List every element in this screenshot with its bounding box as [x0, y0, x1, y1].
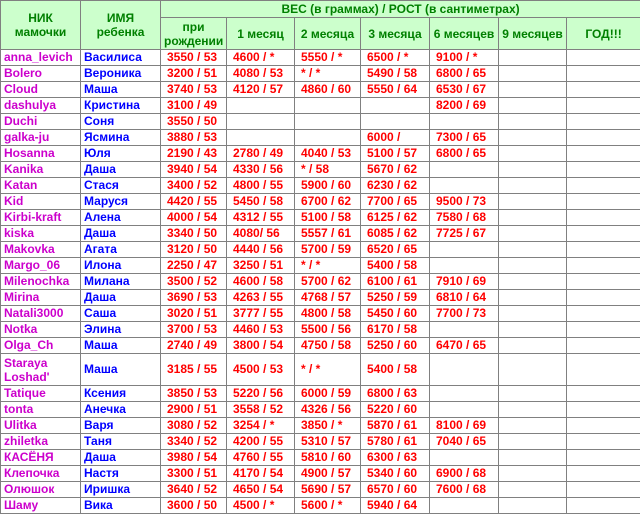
- measure-cell: [499, 114, 567, 130]
- measure-cell: [499, 82, 567, 98]
- measure-cell: 7725 / 67: [430, 226, 499, 242]
- measure-cell: [499, 146, 567, 162]
- child-cell: Юля: [81, 146, 161, 162]
- table-row: [1, 290, 640, 306]
- measure-cell: [567, 290, 640, 306]
- child-cell: Алена: [81, 210, 161, 226]
- measure-cell: [430, 242, 499, 258]
- table-row: [1, 98, 640, 114]
- measure-cell: 2250 / 47: [161, 258, 227, 274]
- measure-cell: 2740 / 49: [161, 338, 227, 354]
- measure-cell: [430, 498, 499, 514]
- table-row: [1, 322, 640, 338]
- nick-cell: Клепочка: [1, 466, 81, 482]
- measure-cell: 4040 / 53: [295, 146, 361, 162]
- measure-cell: 5940 / 64: [361, 498, 430, 514]
- measure-cell: [499, 402, 567, 418]
- measure-cell: 6125 / 62: [361, 210, 430, 226]
- child-cell: Даша: [81, 162, 161, 178]
- measure-cell: 9500 / 73: [430, 194, 499, 210]
- measure-cell: [430, 322, 499, 338]
- measure-cell: 6300 / 63: [361, 450, 430, 466]
- measure-cell: [567, 402, 640, 418]
- measure-cell: 5670 / 62: [361, 162, 430, 178]
- nick-cell: Bolero: [1, 66, 81, 82]
- measure-cell: [499, 178, 567, 194]
- measure-cell: [499, 210, 567, 226]
- header-period: 3 месяца: [361, 18, 430, 50]
- table-row: [1, 498, 640, 514]
- measure-cell: 5450 / 58: [227, 194, 295, 210]
- measure-cell: 3850 / *: [295, 418, 361, 434]
- measure-cell: [499, 242, 567, 258]
- child-cell: Маша: [81, 354, 161, 386]
- measure-cell: 6800 / 63: [361, 386, 430, 402]
- measure-cell: 3100 / 49: [161, 98, 227, 114]
- measure-cell: 4500 / 53: [227, 354, 295, 386]
- measure-cell: 4750 / 58: [295, 338, 361, 354]
- measure-cell: 3940 / 54: [161, 162, 227, 178]
- header-period: 6 месяцев: [430, 18, 499, 50]
- measure-cell: [567, 194, 640, 210]
- nick-cell: Олюшок: [1, 482, 81, 498]
- table-row: [1, 354, 640, 386]
- measure-cell: [499, 194, 567, 210]
- nick-cell: Шаму: [1, 498, 81, 514]
- measure-cell: [430, 178, 499, 194]
- measure-cell: [499, 50, 567, 66]
- child-cell: Даша: [81, 290, 161, 306]
- child-cell: Маша: [81, 82, 161, 98]
- measure-cell: [499, 66, 567, 82]
- measure-cell: [567, 306, 640, 322]
- table-row: [1, 434, 640, 450]
- measure-cell: [499, 498, 567, 514]
- child-cell: Даша: [81, 226, 161, 242]
- measure-cell: [567, 98, 640, 114]
- nick-cell: Duchi: [1, 114, 81, 130]
- measure-cell: 3340 / 50: [161, 226, 227, 242]
- measure-cell: [567, 418, 640, 434]
- measure-cell: 3500 / 52: [161, 274, 227, 290]
- measure-cell: [567, 242, 640, 258]
- measure-cell: 3340 / 52: [161, 434, 227, 450]
- measure-cell: 3800 / 54: [227, 338, 295, 354]
- measure-cell: [430, 386, 499, 402]
- measure-cell: 7700 / 73: [430, 306, 499, 322]
- measure-cell: [227, 114, 295, 130]
- child-cell: Ксения: [81, 386, 161, 402]
- measure-cell: [567, 386, 640, 402]
- measure-cell: 4330 / 56: [227, 162, 295, 178]
- measure-cell: 4900 / 57: [295, 466, 361, 482]
- nick-cell: Olga_Ch: [1, 338, 81, 354]
- measure-cell: [567, 466, 640, 482]
- measure-cell: 6470 / 65: [430, 338, 499, 354]
- child-cell: Таня: [81, 434, 161, 450]
- measure-cell: 7700 / 65: [361, 194, 430, 210]
- measure-cell: [430, 450, 499, 466]
- measure-cell: 5100 / 58: [295, 210, 361, 226]
- measure-cell: [567, 498, 640, 514]
- measure-cell: 4326 / 56: [295, 402, 361, 418]
- child-cell: Вика: [81, 498, 161, 514]
- measure-cell: 5780 / 61: [361, 434, 430, 450]
- nick-cell: Milenochka: [1, 274, 81, 290]
- measure-cell: 5700 / 59: [295, 242, 361, 258]
- child-cell: Маруся: [81, 194, 161, 210]
- measure-cell: 3200 / 51: [161, 66, 227, 82]
- nick-cell: Staraya Loshad': [1, 354, 81, 386]
- measure-cell: 4650 / 54: [227, 482, 295, 498]
- measure-cell: 8100 / 69: [430, 418, 499, 434]
- measure-cell: [567, 178, 640, 194]
- measure-cell: [430, 402, 499, 418]
- measure-cell: 5250 / 60: [361, 338, 430, 354]
- measure-cell: [567, 274, 640, 290]
- measure-cell: 5220 / 56: [227, 386, 295, 402]
- measure-cell: [567, 130, 640, 146]
- measure-cell: 5810 / 60: [295, 450, 361, 466]
- table-row: [1, 258, 640, 274]
- table-row: [1, 226, 640, 242]
- measure-cell: 6230 / 62: [361, 178, 430, 194]
- measure-cell: 4460 / 53: [227, 322, 295, 338]
- header-period: при рождении: [161, 18, 227, 50]
- header-period: 2 месяца: [295, 18, 361, 50]
- measure-cell: 6000 /: [361, 130, 430, 146]
- measure-cell: 4500 / *: [227, 498, 295, 514]
- header-period: ГОД!!!: [567, 18, 640, 50]
- measure-cell: * / *: [295, 354, 361, 386]
- measure-cell: [499, 434, 567, 450]
- measure-cell: 4600 / 58: [227, 274, 295, 290]
- measure-cell: 6100 / 61: [361, 274, 430, 290]
- measure-cell: 3640 / 52: [161, 482, 227, 498]
- child-cell: Илона: [81, 258, 161, 274]
- measure-cell: [567, 338, 640, 354]
- header-child: ИМЯ ребенка: [81, 1, 161, 50]
- measure-cell: [295, 98, 361, 114]
- nick-cell: Cloud: [1, 82, 81, 98]
- measure-cell: [567, 450, 640, 466]
- measure-cell: 6170 / 58: [361, 322, 430, 338]
- child-cell: Анечка: [81, 402, 161, 418]
- measure-cell: [567, 162, 640, 178]
- table-row: [1, 66, 640, 82]
- table-row: [1, 450, 640, 466]
- measure-cell: 6520 / 65: [361, 242, 430, 258]
- measure-cell: [430, 354, 499, 386]
- measure-cell: [430, 162, 499, 178]
- measure-cell: 4080 / 53: [227, 66, 295, 82]
- measure-cell: 6800 / 65: [430, 66, 499, 82]
- nick-cell: Kirbi-kraft: [1, 210, 81, 226]
- nick-cell: zhiletka: [1, 434, 81, 450]
- measure-cell: 5557 / 61: [295, 226, 361, 242]
- measure-cell: 4000 / 54: [161, 210, 227, 226]
- measure-cell: [499, 354, 567, 386]
- measure-cell: [567, 434, 640, 450]
- measure-cell: 6085 / 62: [361, 226, 430, 242]
- nick-cell: galka-ju: [1, 130, 81, 146]
- measure-cell: 3600 / 50: [161, 498, 227, 514]
- child-cell: Агата: [81, 242, 161, 258]
- header-nick: НИК мамочки: [1, 1, 81, 50]
- measure-cell: 5400 / 58: [361, 258, 430, 274]
- measure-cell: [430, 258, 499, 274]
- measure-cell: 6810 / 64: [430, 290, 499, 306]
- measure-cell: [567, 258, 640, 274]
- measure-cell: [567, 322, 640, 338]
- header-period: 9 месяцев: [499, 18, 567, 50]
- measure-cell: [295, 130, 361, 146]
- measure-cell: 6000 / 59: [295, 386, 361, 402]
- measure-cell: 6530 / 67: [430, 82, 499, 98]
- measure-cell: 2900 / 51: [161, 402, 227, 418]
- measure-cell: [295, 114, 361, 130]
- table-row: [1, 338, 640, 354]
- measure-cell: 4420 / 55: [161, 194, 227, 210]
- measure-cell: 4760 / 55: [227, 450, 295, 466]
- measure-cell: 7300 / 65: [430, 130, 499, 146]
- nick-cell: Tatique: [1, 386, 81, 402]
- measure-cell: 6800 / 65: [430, 146, 499, 162]
- table-row: [1, 418, 640, 434]
- measure-cell: [499, 338, 567, 354]
- measure-cell: 4860 / 60: [295, 82, 361, 98]
- table-row: [1, 386, 640, 402]
- table-row: [1, 114, 640, 130]
- measure-cell: 4080/ 56: [227, 226, 295, 242]
- measure-cell: 4800 / 58: [295, 306, 361, 322]
- child-cell: Василиса: [81, 50, 161, 66]
- measure-cell: 4600 / *: [227, 50, 295, 66]
- measure-cell: [567, 82, 640, 98]
- measure-cell: 5310 / 57: [295, 434, 361, 450]
- measure-cell: 5550 / *: [295, 50, 361, 66]
- nick-cell: Ulitka: [1, 418, 81, 434]
- measure-cell: 3980 / 54: [161, 450, 227, 466]
- measure-cell: 8200 / 69: [430, 98, 499, 114]
- measure-cell: 3185 / 55: [161, 354, 227, 386]
- nick-cell: Kid: [1, 194, 81, 210]
- measure-cell: 5500 / 56: [295, 322, 361, 338]
- measure-cell: 9100 / *: [430, 50, 499, 66]
- measure-cell: [567, 146, 640, 162]
- nick-cell: dashulya: [1, 98, 81, 114]
- measure-cell: 3550 / 53: [161, 50, 227, 66]
- measure-cell: 3080 / 52: [161, 418, 227, 434]
- measure-cell: [430, 114, 499, 130]
- measure-cell: 3400 / 52: [161, 178, 227, 194]
- measure-cell: 3254 / *: [227, 418, 295, 434]
- measure-cell: * / *: [295, 258, 361, 274]
- measure-cell: 4200 / 55: [227, 434, 295, 450]
- nick-cell: Makovka: [1, 242, 81, 258]
- measure-cell: 3700 / 53: [161, 322, 227, 338]
- measure-cell: * / 58: [295, 162, 361, 178]
- measure-cell: [499, 130, 567, 146]
- measure-cell: 4440 / 56: [227, 242, 295, 258]
- child-cell: Ясмина: [81, 130, 161, 146]
- table-row: [1, 162, 640, 178]
- measure-cell: 2190 / 43: [161, 146, 227, 162]
- table-row: [1, 178, 640, 194]
- measure-cell: 5700 / 62: [295, 274, 361, 290]
- measure-cell: 5250 / 59: [361, 290, 430, 306]
- measure-cell: 4120 / 57: [227, 82, 295, 98]
- header-group: ВЕС (в граммах) / РОСТ (в сантиметрах): [161, 1, 640, 18]
- table-row: [1, 482, 640, 498]
- measure-cell: 4263 / 55: [227, 290, 295, 306]
- nick-cell: Mirina: [1, 290, 81, 306]
- measure-cell: [567, 66, 640, 82]
- measure-cell: [227, 130, 295, 146]
- table-row: [1, 466, 640, 482]
- measure-cell: 3300 / 51: [161, 466, 227, 482]
- measure-cell: 5340 / 60: [361, 466, 430, 482]
- measure-cell: 3740 / 53: [161, 82, 227, 98]
- measure-cell: 5450 / 60: [361, 306, 430, 322]
- measure-cell: [499, 482, 567, 498]
- table-row: [1, 402, 640, 418]
- header-period: 1 месяц: [227, 18, 295, 50]
- measure-cell: [499, 306, 567, 322]
- measure-cell: [567, 354, 640, 386]
- measure-cell: 4170 / 54: [227, 466, 295, 482]
- child-cell: Саша: [81, 306, 161, 322]
- measure-cell: * / *: [295, 66, 361, 82]
- measure-cell: 3850 / 53: [161, 386, 227, 402]
- measure-cell: 6700 / 62: [295, 194, 361, 210]
- child-cell: Кристина: [81, 98, 161, 114]
- measure-cell: [567, 482, 640, 498]
- measure-cell: 4312 / 55: [227, 210, 295, 226]
- measure-cell: 4768 / 57: [295, 290, 361, 306]
- measure-cell: 6570 / 60: [361, 482, 430, 498]
- measure-cell: 5900 / 60: [295, 178, 361, 194]
- nick-cell: КАСЁНЯ: [1, 450, 81, 466]
- measure-cell: 5550 / 64: [361, 82, 430, 98]
- nick-cell: Natali3000: [1, 306, 81, 322]
- measure-cell: [567, 50, 640, 66]
- measure-cell: 3020 / 51: [161, 306, 227, 322]
- measure-cell: [499, 274, 567, 290]
- nick-cell: Hosanna: [1, 146, 81, 162]
- table-row: [1, 130, 640, 146]
- child-cell: Соня: [81, 114, 161, 130]
- measure-cell: [499, 466, 567, 482]
- measure-cell: [361, 114, 430, 130]
- table-row: [1, 210, 640, 226]
- measure-cell: 5870 / 61: [361, 418, 430, 434]
- measure-cell: 5400 / 58: [361, 354, 430, 386]
- measure-cell: [567, 210, 640, 226]
- measure-cell: 6500 / *: [361, 50, 430, 66]
- measure-cell: 7040 / 65: [430, 434, 499, 450]
- nick-cell: anna_levich: [1, 50, 81, 66]
- child-cell: Милана: [81, 274, 161, 290]
- measure-cell: [499, 418, 567, 434]
- measure-cell: 2780 / 49: [227, 146, 295, 162]
- table-row: [1, 242, 640, 258]
- table-row: [1, 82, 640, 98]
- measure-cell: [567, 226, 640, 242]
- nick-cell: Notka: [1, 322, 81, 338]
- measure-cell: 3120 / 50: [161, 242, 227, 258]
- table-row: [1, 274, 640, 290]
- table-row: [1, 306, 640, 322]
- child-cell: Настя: [81, 466, 161, 482]
- measure-cell: 3250 / 51: [227, 258, 295, 274]
- table-row: [1, 146, 640, 162]
- child-cell: Даша: [81, 450, 161, 466]
- table-row: [1, 194, 640, 210]
- table-row: [1, 50, 640, 66]
- measure-cell: [499, 386, 567, 402]
- measure-cell: [499, 162, 567, 178]
- child-cell: Маша: [81, 338, 161, 354]
- measure-cell: 7910 / 69: [430, 274, 499, 290]
- measure-cell: [227, 98, 295, 114]
- measure-cell: 5490 / 58: [361, 66, 430, 82]
- child-cell: Элина: [81, 322, 161, 338]
- nick-cell: kiska: [1, 226, 81, 242]
- measure-cell: [499, 322, 567, 338]
- measure-cell: 5220 / 60: [361, 402, 430, 418]
- measure-cell: [499, 98, 567, 114]
- measure-cell: [361, 98, 430, 114]
- measure-cell: [499, 450, 567, 466]
- child-cell: Иришка: [81, 482, 161, 498]
- child-cell: Вероника: [81, 66, 161, 82]
- nick-cell: Kanika: [1, 162, 81, 178]
- nick-cell: Katan: [1, 178, 81, 194]
- measure-cell: 7600 / 68: [430, 482, 499, 498]
- nick-cell: tonta: [1, 402, 81, 418]
- measure-cell: 5690 / 57: [295, 482, 361, 498]
- measure-cell: 5100 / 57: [361, 146, 430, 162]
- measure-cell: 6900 / 68: [430, 466, 499, 482]
- measure-cell: [499, 258, 567, 274]
- measure-cell: [499, 290, 567, 306]
- measure-cell: 3558 / 52: [227, 402, 295, 418]
- child-cell: Стася: [81, 178, 161, 194]
- measure-cell: 7580 / 68: [430, 210, 499, 226]
- measure-cell: 3550 / 50: [161, 114, 227, 130]
- measure-cell: 3690 / 53: [161, 290, 227, 306]
- nick-cell: Margo_06: [1, 258, 81, 274]
- measure-cell: 4800 / 55: [227, 178, 295, 194]
- child-cell: Варя: [81, 418, 161, 434]
- measure-cell: 3880 / 53: [161, 130, 227, 146]
- measure-cell: 3777 / 55: [227, 306, 295, 322]
- measure-cell: [567, 114, 640, 130]
- measure-cell: [499, 226, 567, 242]
- measure-cell: 5600 / *: [295, 498, 361, 514]
